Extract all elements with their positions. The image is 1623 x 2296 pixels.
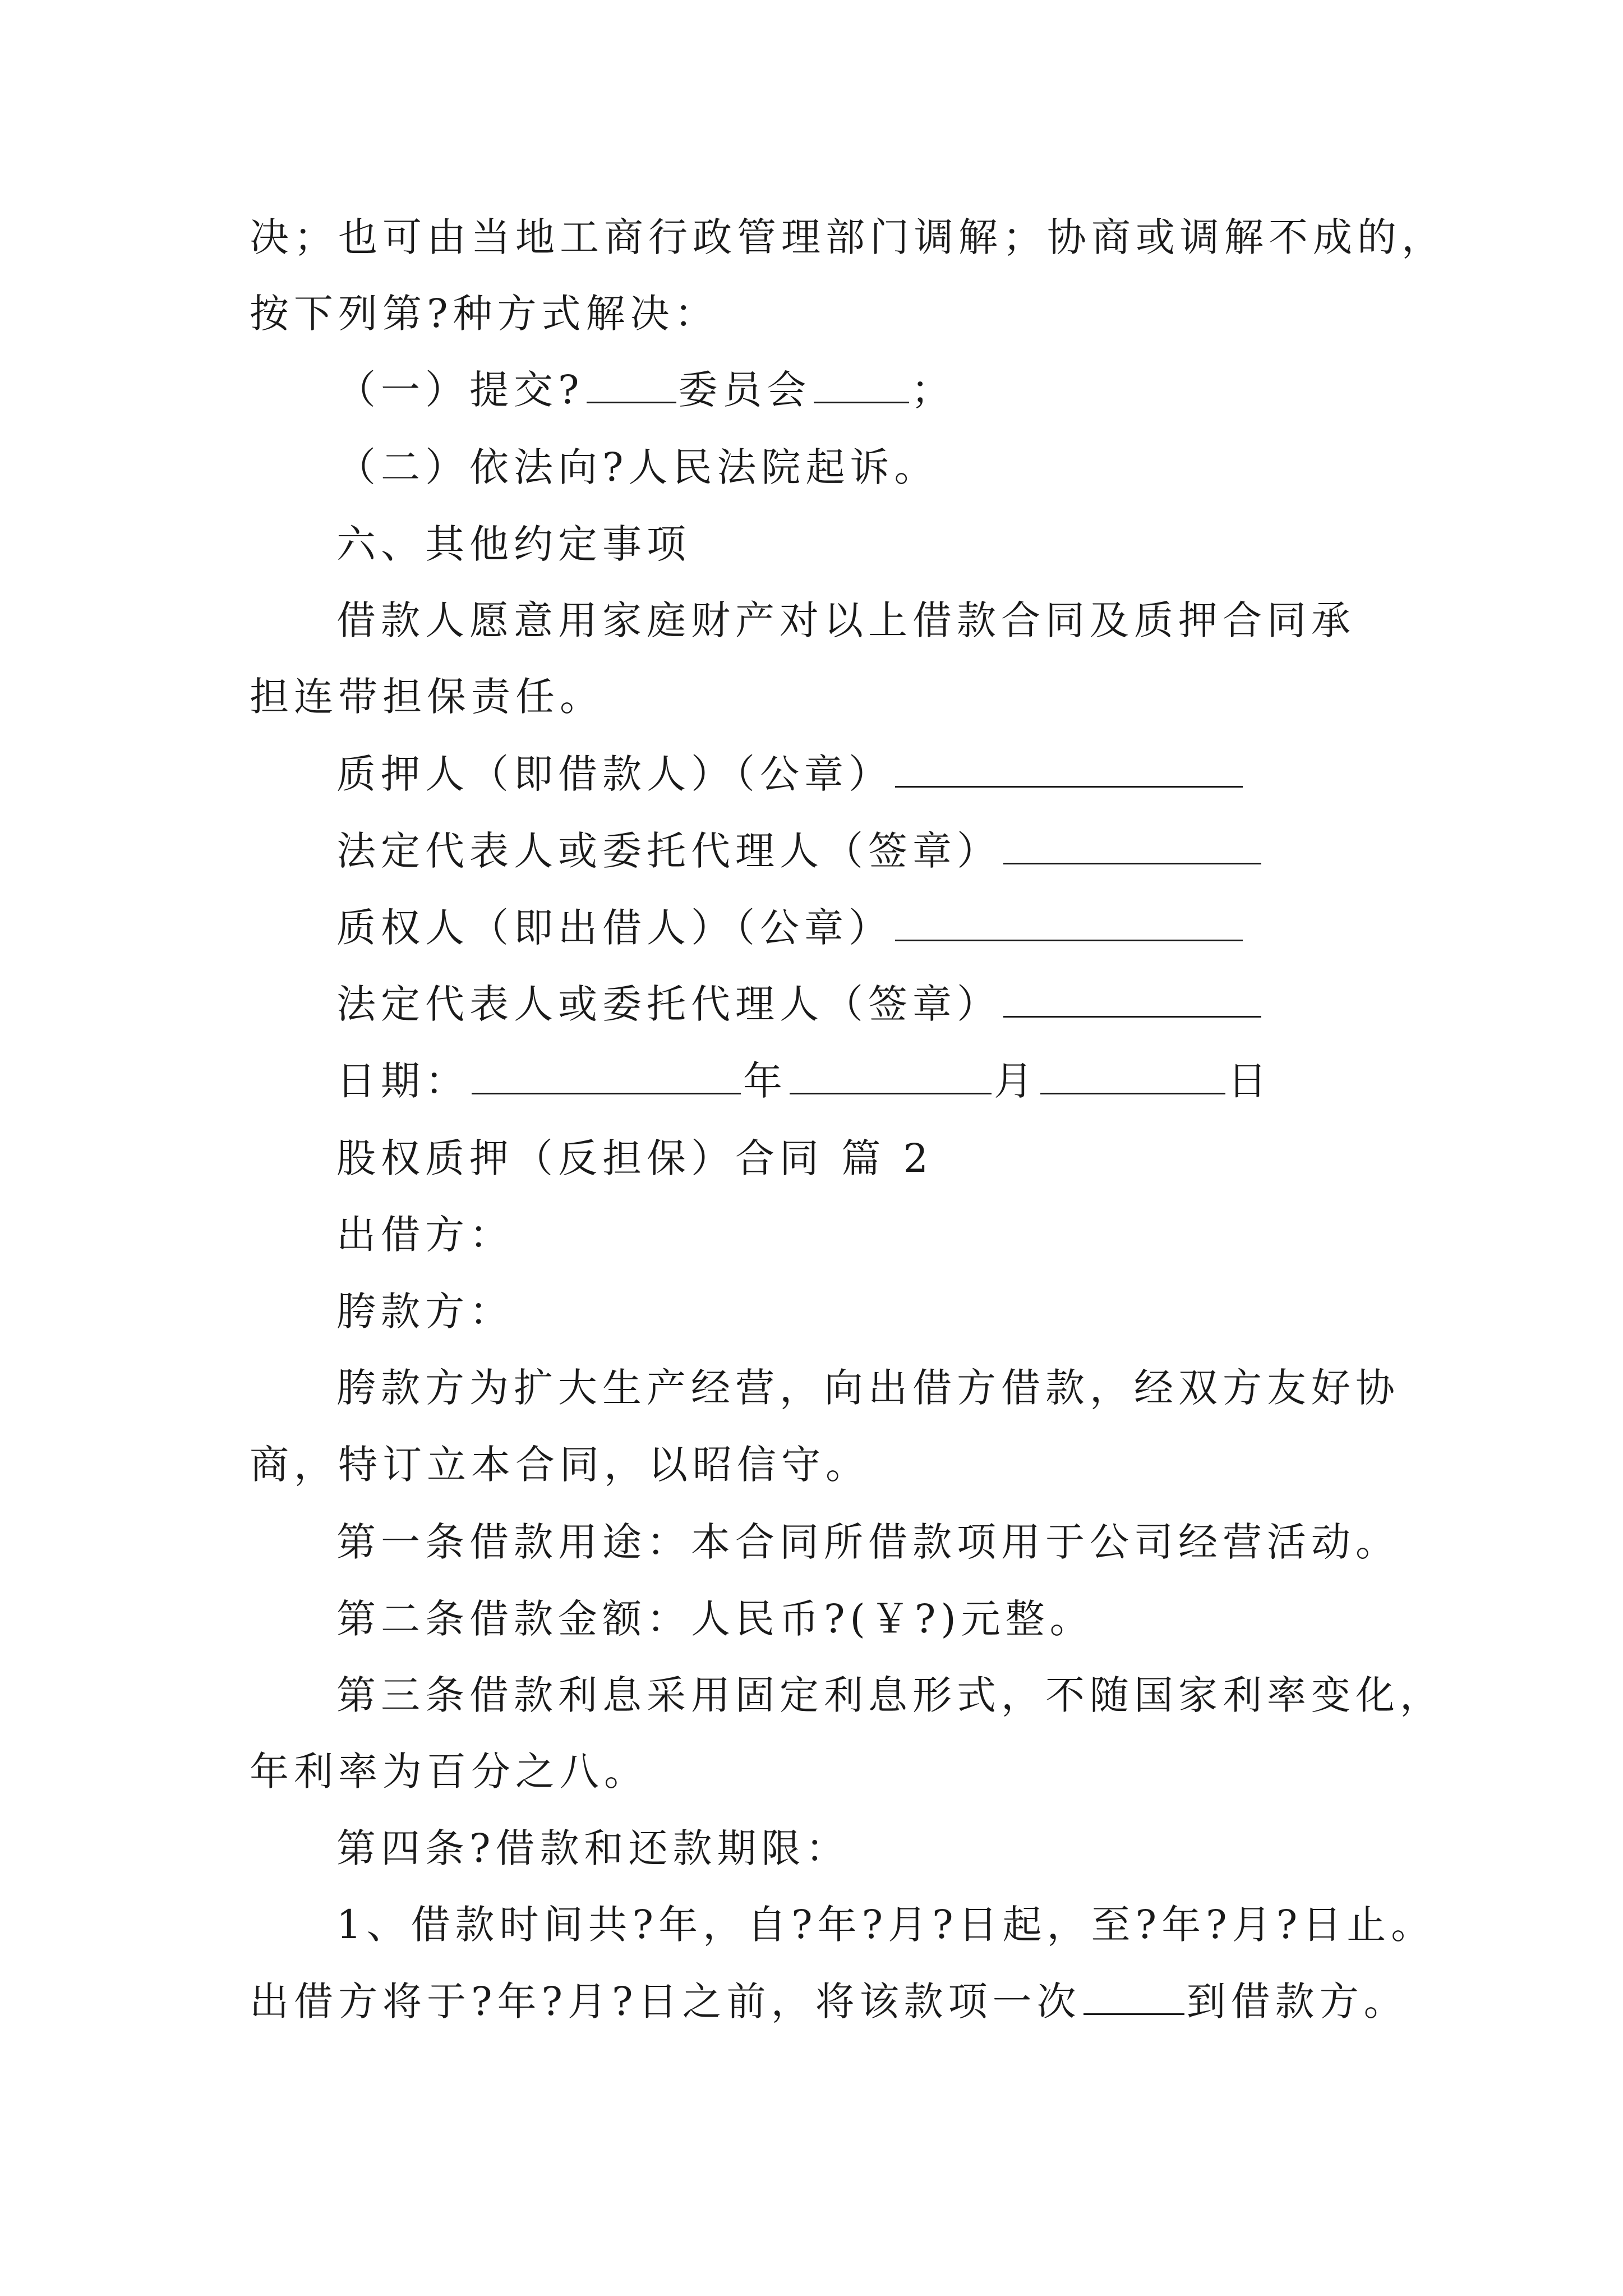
- paragraph-text: 出借方将于?年?月?日之前，将该款项一次: [250, 1978, 1081, 2024]
- blank-line: [1003, 983, 1261, 1018]
- paragraph-line: 胯款方为扩大生产经营，向出借方借款，经双方友好协: [336, 1365, 1400, 1411]
- blank-line: [1003, 830, 1261, 864]
- section-heading: 六、其他约定事项: [336, 521, 691, 567]
- clause-text: 委员会: [678, 367, 811, 413]
- clause-text: ；: [911, 367, 956, 413]
- date-line: [336, 1053, 1272, 1109]
- date-year: 年: [743, 1058, 787, 1104]
- paragraph-line: 借款人愿意用家庭财产对以上借款合同及质押合同承: [336, 597, 1355, 643]
- blank-line: [472, 1060, 741, 1094]
- blank-line: [814, 369, 909, 403]
- paragraph-text: 到借款方。: [1186, 1978, 1408, 2024]
- paragraph-line: 商，特订立本合同，以昭信守。: [250, 1442, 870, 1488]
- clause-line: [336, 362, 956, 418]
- blank-line: [587, 369, 676, 403]
- clause-text: （一）提交?: [336, 367, 584, 413]
- blank-line: [1083, 1981, 1184, 2015]
- paragraph-line: 决；也可由当地工商行政管理部门调解；协商或调解不成的，: [250, 214, 1446, 260]
- blank-line: [895, 907, 1243, 941]
- date-month: 月: [994, 1058, 1038, 1104]
- blank-line: [895, 753, 1243, 788]
- signature-label: 质权人（即出借人）（公章）: [336, 905, 893, 951]
- date-label: 日期：: [336, 1058, 469, 1104]
- signature-line: [336, 900, 1245, 956]
- clause-line: （二）依法向?人民法院起诉。: [336, 444, 939, 490]
- blank-line: [1040, 1060, 1225, 1094]
- paragraph-line: [250, 1973, 1408, 2030]
- signature-line: [336, 976, 1264, 1032]
- article-line: 第二条借款金额：人民币?(￥?)元整。: [336, 1596, 1094, 1642]
- signature-line: [336, 823, 1264, 879]
- blank-line: [790, 1060, 992, 1094]
- paragraph-line: 担连带担保责任。: [250, 674, 604, 720]
- party-line: 胯款方：: [336, 1289, 514, 1335]
- paragraph-line: 1、借款时间共?年，自?年?月?日起，至?年?月?日止。: [336, 1902, 1436, 1948]
- article-line: 第三条借款利息采用固定利息形式，不随国家利率变化，: [336, 1672, 1444, 1718]
- contract-title: 股权质押（反担保）合同 篇 2: [336, 1135, 934, 1181]
- article-line: 第一条借款用途：本合同所借款项用于公司经营活动。: [336, 1519, 1400, 1565]
- signature-label: 法定代表人或委托代理人（签章）: [336, 828, 1001, 874]
- paragraph-line: 年利率为百分之八。: [250, 1749, 648, 1795]
- paragraph-line: 按下列第?种方式解决：: [250, 291, 719, 337]
- article-line: 第四条?借款和还款期限：: [336, 1825, 850, 1871]
- signature-label: 法定代表人或委托代理人（签章）: [336, 981, 1001, 1027]
- signature-label: 质押人（即借款人）（公章）: [336, 751, 893, 797]
- party-line: 出借方：: [336, 1212, 514, 1258]
- signature-line: [336, 746, 1245, 802]
- date-day: 日: [1228, 1058, 1272, 1104]
